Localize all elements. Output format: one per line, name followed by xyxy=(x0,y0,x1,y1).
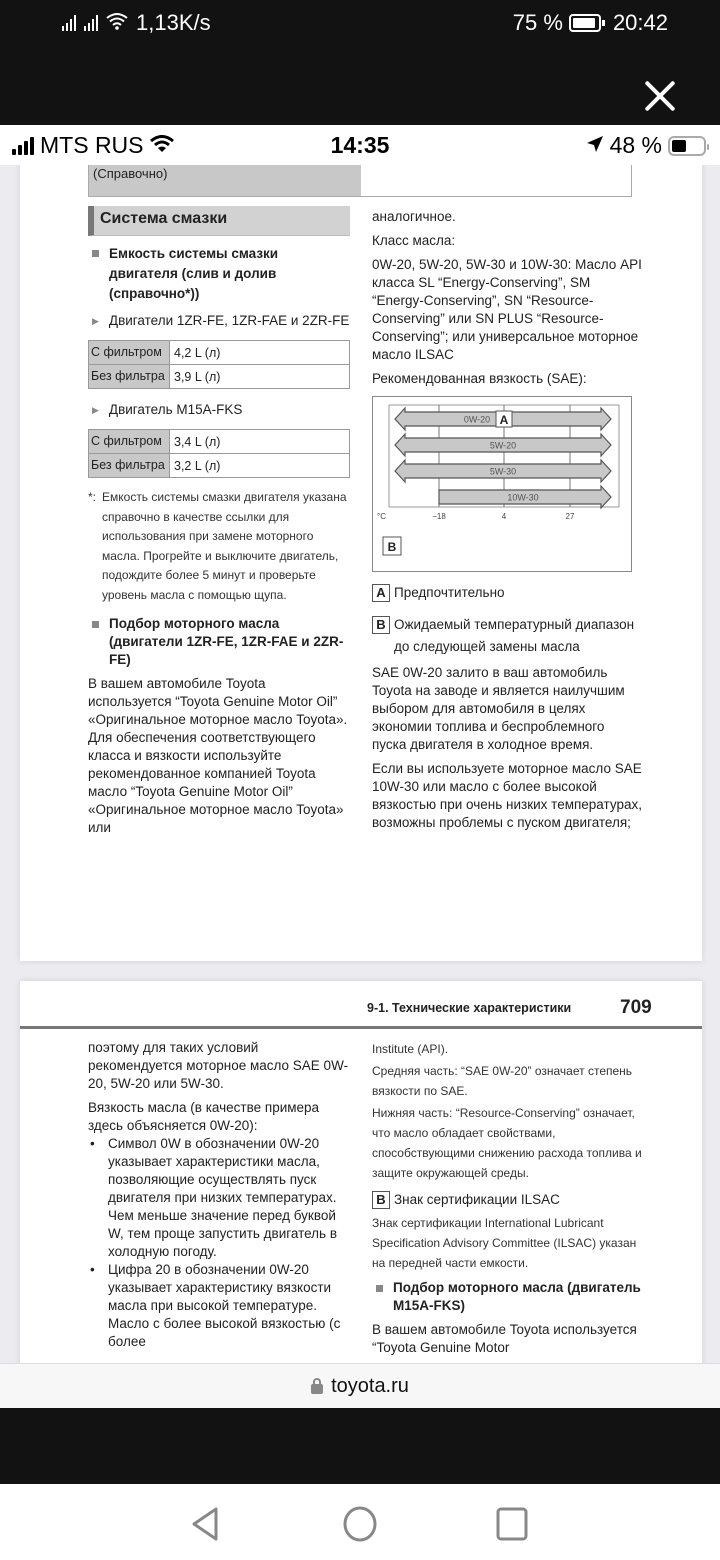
table-label: (Справочно) xyxy=(89,126,361,196)
lock-icon xyxy=(311,1378,323,1394)
triangle-bullet-icon: ▶ xyxy=(92,316,99,326)
capacity-table-2 xyxy=(88,429,350,478)
triangle-bullet-icon: ▶ xyxy=(92,405,99,415)
letter-a-box: A xyxy=(372,584,390,602)
marker-a-label: A xyxy=(499,413,509,427)
oil-heading: Подбор моторного масла (двигатели 1ZR-FE, 1ZR-FAE и 2ZR-FE) xyxy=(88,615,350,669)
marker-b-label: B xyxy=(387,540,397,554)
paragraph: Средняя часть: “SAE 0W-20” означает степень вязкости по SAE. xyxy=(372,1064,633,1098)
page-header xyxy=(20,981,702,1029)
left-column xyxy=(88,206,350,837)
x-tick-label: 27 xyxy=(565,512,575,521)
table-row: Без фильтра 3,2 L (л) xyxy=(89,454,349,477)
table-row: Без фильтра 3,9 L (л) xyxy=(89,365,349,388)
section-name: 9-1. Технические характеристики xyxy=(367,1001,572,1015)
document-page xyxy=(20,981,702,1408)
clock: 20:42 xyxy=(612,10,668,35)
ios-status-right xyxy=(586,132,706,159)
legend-b: B Ожидаемый температурный диапазон до следующей замены масла xyxy=(372,614,642,658)
bar-label: 0W-20 xyxy=(463,414,491,425)
ilsac-paragraph: Знак сертификации International Lubricant Specification Advisory Committee (ILSAC) указан на передней части емкости. xyxy=(372,1216,637,1270)
document-page xyxy=(20,125,702,961)
android-status-bar xyxy=(0,0,720,125)
factory-oil-paragraph: SAE 0W-20 залито в ваш автомобиль Toyota на заводе и является наилучшим выбором для автомобиля в целях экономии топлива и беспроблемного пуска двигателя в холодное время. xyxy=(372,665,625,752)
section-title: Система смазки xyxy=(88,206,350,236)
viscosity-chart xyxy=(372,396,632,572)
screenshot-viewer[interactable] xyxy=(0,125,720,1408)
x-tick-label: 4 xyxy=(501,512,507,521)
engines-label: ▶ Двигатели 1ZR-FE, 1ZR-FAE и 2ZR-FE xyxy=(88,310,350,332)
network-speed: 1,13K/s xyxy=(136,10,211,35)
url-bar[interactable] xyxy=(0,1363,720,1408)
bar-label: 5W-30 xyxy=(489,466,517,477)
oil-class-text: 0W-20, 5W-20, 5W-30 и 10W-30: Масло API класса SL “Energy-Conserving”, SM “Energy-Conserving”, SN “Resource-Conserving” или SN PLUS “Resource-Conserving”; или универсальное моторное масло ILSAC xyxy=(372,257,642,362)
letter-b-box: B xyxy=(372,616,390,634)
paragraph: Institute (API). xyxy=(372,1042,449,1056)
viewer-bottom-band xyxy=(0,1408,720,1484)
oil-heading: Подбор моторного масла (двигатель M15A-FKS) xyxy=(372,1279,642,1315)
right-column xyxy=(372,208,642,832)
table-row: С фильтром 3,4 L (л) xyxy=(89,430,349,454)
square-bullet-icon xyxy=(92,250,99,257)
continued-text: аналогичное. xyxy=(372,209,456,224)
status-right xyxy=(513,10,668,36)
legend-a: A Предпочтительно xyxy=(372,582,642,604)
recents-icon[interactable] xyxy=(494,1506,530,1542)
bullet-list xyxy=(88,1135,350,1351)
bar-label: 5W-20 xyxy=(489,440,517,451)
x-unit-label: °C xyxy=(377,512,386,521)
url-domain: toyota.ru xyxy=(331,1374,409,1397)
back-icon[interactable] xyxy=(188,1506,224,1542)
battery-percent: 75 % xyxy=(512,10,563,35)
ios-status-bar xyxy=(0,125,720,165)
bar-label: 10W-30 xyxy=(507,492,539,503)
oil-paragraph: В вашем автомобиле Toyota используется “Toyota Genuine Motor Oil” «Оригинальное моторное масло Toyota». Для обеспечения соответствующего класса и вязкости используйте рекомендованное компанией Toyota масло “Toyota Genuine Motor Oil” «Оригинальное моторное масло Toyota» или xyxy=(88,676,348,835)
ios-battery-percent: 48 % xyxy=(609,132,662,158)
location-arrow-icon xyxy=(586,132,604,159)
x-tick-label: −18 xyxy=(432,512,446,521)
left-column xyxy=(88,1039,350,1351)
ios-battery-icon xyxy=(668,136,706,156)
page-number: 709 xyxy=(620,997,652,1018)
signal-icon-2 xyxy=(84,15,98,31)
capacity-heading: Емкость системы смазки двигателя (слив и долив (справочно*)) xyxy=(88,244,350,304)
footnote: *: Емкость системы смазки двигателя указана справочно в качестве ссылки для использования при замене моторного масла. Прогрейте и выключите двигатель, подождите более 5 минут и проверьте уровень масла с помощью щупа. xyxy=(88,490,347,602)
paragraph: Вязкость масла (в качестве примера здесь объясняется 0W-20): xyxy=(88,1100,320,1133)
engines-label: ▶ Двигатель M15A-FKS xyxy=(88,399,350,421)
list-item: • Символ 0W в обозначении 0W-20 указывает характеристики масла, позволяющие осуществлять пуск двигателя при низких температурах. Чем меньше значение перед буквой W, тем проще запустить двигатель в холодную погоду. xyxy=(88,1135,350,1261)
right-column xyxy=(372,1039,642,1357)
home-icon[interactable] xyxy=(342,1506,378,1542)
close-icon[interactable] xyxy=(642,78,678,114)
carrier-name: MTS RUS xyxy=(40,132,144,158)
wifi-icon xyxy=(106,10,128,36)
oil-class-label: Класс масла: xyxy=(372,233,456,248)
paragraph: поэтому для таких условий рекомендуется моторное масло SAE 0W-20, 5W-20 или 5W-30. xyxy=(88,1040,349,1091)
viscosity-chart-svg xyxy=(373,397,633,573)
oil-paragraph: В вашем автомобиле Toyota используется “Toyota Genuine Motor xyxy=(372,1322,637,1355)
list-item: • Цифра 20 в обозначении 0W-20 указывает характеристику вязкости масла при высокой температуре. Масло с более высокой вязкостью (с более xyxy=(88,1261,350,1351)
ios-time: 14:35 xyxy=(330,132,390,158)
battery-icon xyxy=(569,14,601,32)
letter-b-box: B xyxy=(372,1191,390,1209)
ilsac-title: B Знак сертификации ILSAC xyxy=(372,1189,642,1211)
square-bullet-icon xyxy=(92,621,99,628)
viscosity-label: Рекомендованная вязкость (SAE): xyxy=(372,371,587,386)
high-viscosity-paragraph: Если вы используете моторное масло SAE 10W-30 или масло с более высокой вязкостью при очень низких температурах, возможны проблемы с пуском двигателя; xyxy=(372,761,642,830)
capacity-table-1 xyxy=(88,340,350,389)
status-left xyxy=(62,10,211,36)
table-row: С фильтром 4,2 L (л) xyxy=(89,341,349,365)
android-nav-bar xyxy=(0,1484,720,1560)
paragraph: Нижняя часть: “Resource-Conserving” означает, что масло обладает свойствами, способствующими снижению расхода топлива и защите окружающей среды. xyxy=(372,1106,642,1180)
signal-icon xyxy=(62,15,76,31)
square-bullet-icon xyxy=(376,1285,383,1292)
